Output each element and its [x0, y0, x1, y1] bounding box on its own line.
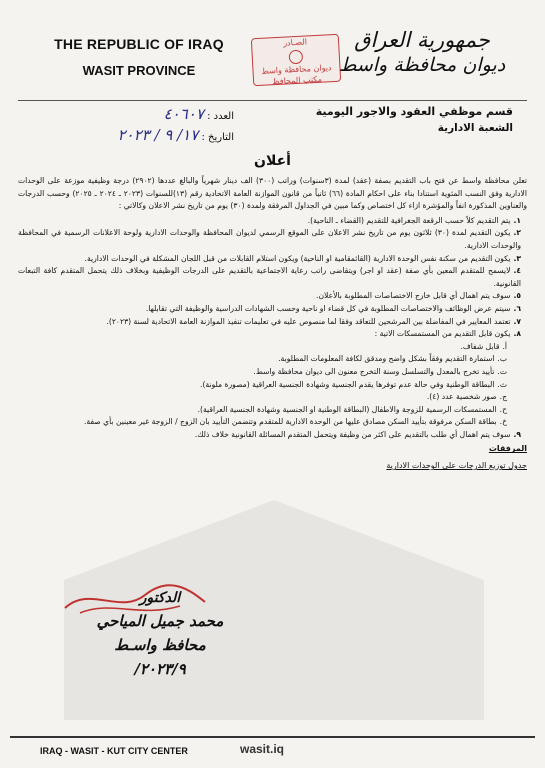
- list-item: ٩.سوف يتم اهمال أي طلب بالتقديم على اكثر من وظيفة ويتحمل المتقدم المسائلة القانونية خلاف ذلك.: [194, 429, 521, 439]
- section-name: الشعبة الادارية: [437, 122, 513, 134]
- province-name-ar: ديوان محافظة واسط: [338, 54, 506, 76]
- signature-date: /٢٠٢٣/٩: [134, 660, 186, 678]
- signatory-name: محمد جميل المياحي: [96, 612, 224, 630]
- list-item: ٤.لايسمح للمتقدم المعين بأي صفة (عقد او اجر) ويتقاضى راتب رعاية الاجتماعية بالتقديم على الدرجات الوظيفية وبخلاف ذلك يتحمل المتقدم كافة التبعات القانونية.: [18, 266, 521, 288]
- country-name-en: THE REPUBLIC OF IRAQ: [54, 36, 224, 52]
- sub-list-item: ب.استمارة التقديم وفقاً بشكل واضح ومدقق لكافة المعلومات المطلوبة.: [278, 354, 507, 364]
- announcement-body: [14, 169, 531, 473]
- footer-divider: [10, 736, 535, 738]
- emblem-icon: [288, 50, 303, 65]
- signature-block: [40, 590, 280, 678]
- attachment-item: جدول توزيع الدرجات على الوحدات الادارية: [386, 461, 527, 471]
- stamp-line2: ديوان محافظة واسط: [261, 63, 332, 76]
- attachments-label: المرفقات: [488, 444, 527, 454]
- list-item: ٨.يكون قابل التقديم من المستمسكات الاتية : أ.قابل شفاف. ب.استمارة التقديم وفقاً بشكل واضح ومدقق لكافة المعلومات المطلوبة. ت.تأييد تخرج بالمعدل والتسلسل وسنة التخرج معنون الى ديوان محافظة واسط. ث.البطاقة الوطنية وفي حالة عدم توفرها يقدم الجنسية وشهادة الجنسية العراقية (مصورة ملونة). ج.صور شخصية عدد (٤). ح.المستمسكات الرسمية للزوجة والاطفال (البطاقة الوطنية او الجنسية وشهادة الجنسية العراقية). خ.بطاقة السكن مرفوقة بتأييد السكن مصادق عليها من الوحدة الادارية للمتقدم وتتضمن التأييد بان الزوج / الزوجة غير معينين بأي صفة.: [18, 328, 521, 429]
- country-name-ar: جمهورية العراق: [354, 28, 490, 52]
- list-item: ١.يتم التقديم كلاً حسب الرقعة الجغرافية للتقديم (القضاء ـ الناحية).: [307, 215, 521, 225]
- letterhead: [14, 28, 531, 92]
- department-name: قسم موظفي العقود والاجور اليومية: [315, 105, 513, 118]
- reference-block: [14, 101, 531, 153]
- list-item: ٣.يكون التقديم من سكنة نفس الوحدة الادارية (القائمقامية او الناحية) ويكون استلام القابلات من قبل اللجان المشكلة في الوحدات الادارية.: [84, 253, 521, 263]
- date-label: التاريخ :: [201, 132, 234, 143]
- province-name-en: WASIT PROVINCE: [82, 63, 196, 78]
- intro-paragraph: تعلن محافظة واسط عن فتح باب التقديم بصفة (عقد) لمدة (٣سنوات) وراتب (٣٠٠) الف دينار شهرياً والبالغ عددها (٢٩٠٢) درجة وظيفية موزعة على الوحدات الادارية وفق النسب المئوية استنادا بناء على احكام المادة (٦٦) ثانياً من قانون الموازنة العامة الاتحادية رقم (١٣)للسنوات (٢٠٢٣ ـ ٢٠٢٤ ـ ٢٠٢٥) وحسب الدرجات والعناوين المذكورة انفاً والمؤشرة ازاء كل اختصاص وكما مبين في الجداول المرفقة ولمدة (٣٠) يوم من تاريخ نشر الاعلان وكالاتي :: [18, 176, 527, 211]
- signatory-title: الدكتور: [139, 590, 181, 606]
- list-item: ٥.سوف يتم اهمال أي قابل خارج الاختصاصات المطلوبة بالأعلان.: [316, 291, 521, 301]
- signatory-role: محافظ واسـط: [114, 636, 206, 654]
- sub-list-item: ح.المستمسكات الرسمية للزوجة والاطفال (البطاقة الوطنية او الجنسية وشهادة الجنسية العراقية).: [197, 404, 507, 414]
- issuing-department: [316, 105, 513, 134]
- documents-list: [18, 341, 521, 429]
- conditions-list: [18, 215, 527, 442]
- date-value: ١٧/ ٩ / ٢٠٢٣: [117, 126, 199, 144]
- letterhead-english: [44, 36, 234, 78]
- stamp-line1: الصـادر: [282, 37, 308, 48]
- footer: [0, 736, 545, 768]
- sub-list-item: أ.قابل شفاف.: [460, 341, 507, 351]
- sub-list-item: ت.تأييد تخرج بالمعدل والتسلسل وسنة التخرج معنون الى ديوان محافظة واسط.: [253, 366, 507, 376]
- sub-list-item: ج.صور شخصية عدد (٤).: [426, 392, 507, 402]
- announcement-title: أعلان: [254, 153, 291, 169]
- list-item: ٢.يكون التقديم لمدة (٣٠) ثلاثون يوم من تاريخ نشر الاعلان على الموقع الرسمي لديوان المحافظة والوحدات الادارية ولوحة الاعلانات الرسمية في المحافظة والوحدات الادارية.: [18, 228, 522, 250]
- footer-address: IRAQ - WASIT - KUT CITY CENTER: [40, 746, 188, 756]
- sub-list-item: خ.بطاقة السكن مرفوقة بتأييد السكن مصادق عليها من الوحدة الادارية للمتقدم وتتضمن التأييد بان الزوج / الزوجة غير معينين بأي صفة.: [83, 417, 507, 427]
- footer-website: wasit.iq: [240, 742, 285, 756]
- sub-list-item: ث.البطاقة الوطنية وفي حالة عدم توفرها يقدم الجنسية وشهادة الجنسية العراقية (مصورة ملونة).: [200, 379, 507, 389]
- number-label: العدد :: [207, 111, 234, 122]
- list-item: ٧.تعتمد المعايير في المفاضلة بين المرشحين للتعاقد وفقا لما منصوص عليه في تعليمات تنفيذ الموازنة العامة الاتحادية لسنة (٢٠٢٣).: [106, 316, 521, 326]
- list-item: ٦.سيتم عرض الوظائف والاختصاصات المطلوبة في كل قضاء او ناحية وحسب الشهادات الدراسية والوظيفة التي تقابلها.: [145, 303, 521, 313]
- reference-number-date: [84, 105, 234, 147]
- letterhead-arabic: [327, 28, 517, 76]
- stamp-line3: مكتب المحافظ: [271, 74, 323, 87]
- number-value: ٤٠٦٠٧: [163, 105, 204, 123]
